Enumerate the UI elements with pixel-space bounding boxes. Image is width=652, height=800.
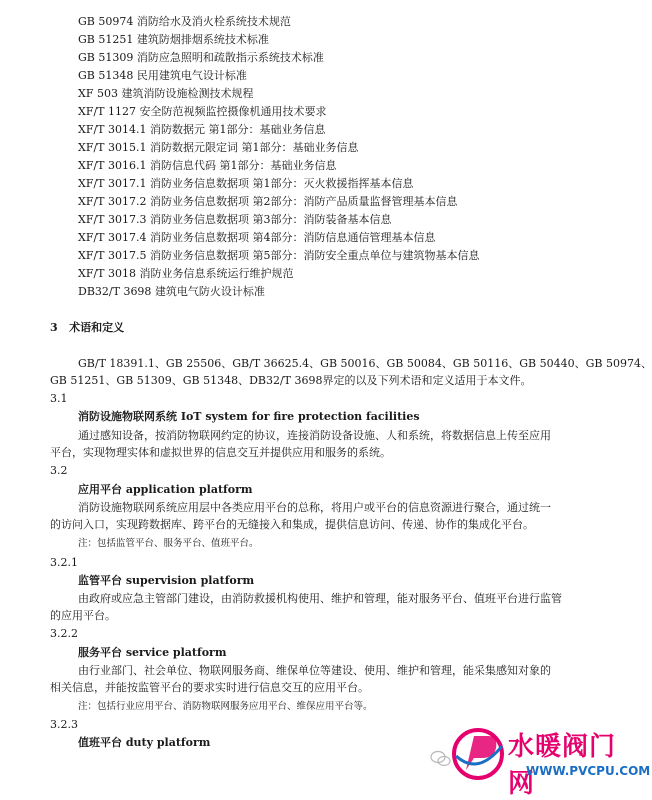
reference-item: XF/T 3017.2 消防业务信息数据项 第2部分：消防产品质量监督管理基本信息 — [78, 195, 458, 208]
reference-item: XF/T 3015.1 消防数据元限定词 第1部分：基础业务信息 — [78, 141, 359, 154]
reference-item: XF/T 3017.5 消防业务信息数据项 第5部分：消防安全重点单位与建筑物基本信息 — [78, 249, 480, 262]
watermark-title: 水暖阀门网 — [508, 732, 617, 799]
reference-item: XF/T 3017.4 消防业务信息数据项 第4部分：消防信息通信管理基本信息 — [78, 231, 436, 244]
reference-item: XF/T 3018 消防业务信息系统运行维护规范 — [78, 267, 294, 280]
term-definition: 平台，实现物理实体和虚拟世界的信息交互并提供应用和服务的系统。 — [50, 446, 391, 459]
reference-item: XF/T 3014.1 消防数据元 第1部分：基础业务信息 — [78, 123, 326, 136]
term-definition: 由行业部门、社会单位、物联网服务商、维保单位等建设、使用、维护和管理，能采集感知对象的 — [78, 664, 551, 677]
reference-item: GB 50974 消防给水及消火栓系统技术规范 — [78, 15, 291, 28]
term-number: 3.1 — [50, 392, 68, 405]
term-name: 监管平台 supervision platform — [78, 574, 255, 587]
section-intro-line: GB 51251、GB 51309、GB 51348、DB32/T 3698界定的以及下列术语和定义适用于本文件。 — [50, 374, 532, 387]
term-definition: 由政府或应急主管部门建设，由消防救援机构使用、维护和管理，能对服务平台、值班平台进行监管 — [78, 592, 562, 605]
reference-item: GB 51251 建筑防烟排烟系统技术标准 — [78, 33, 269, 46]
term-definition: 的应用平台。 — [50, 609, 116, 622]
term-number: 3.2.2 — [50, 627, 78, 640]
section-title: 术语和定义 — [69, 321, 125, 334]
term-number: 3.2.1 — [50, 556, 78, 569]
section-number: 3 — [50, 321, 58, 334]
section-heading — [50, 320, 124, 336]
term-name: 值班平台 duty platform — [78, 736, 211, 749]
pvcpu-logo-icon — [448, 726, 508, 782]
term-definition: 消防设施物联网系统应用层中各类应用平台的总称，将用户或平台的信息资源进行聚合，通过统一 — [78, 501, 551, 514]
term-definition: 的访问入口，实现跨数据库、跨平台的无缝接入和集成，提供信息访问、传递、协作的集成化平台。 — [50, 518, 534, 531]
reference-item: XF/T 1127 安全防范视频监控摄像机通用技术要求 — [78, 105, 327, 118]
reference-item: XF 503 建筑消防设施检测技术规程 — [78, 87, 254, 100]
reference-item: GB 51309 消防应急照明和疏散指示系统技术标准 — [78, 51, 324, 64]
reference-item: GB 51348 民用建筑电气设计标准 — [78, 69, 247, 82]
term-definition: 相关信息，并能按监管平台的要求实时进行信息交互的应用平台。 — [50, 681, 369, 694]
term-definition: 通过感知设备，按消防物联网约定的协议，连接消防设备设施、人和系统，将数据信息上传至应用 — [78, 429, 551, 442]
term-number: 3.2 — [50, 464, 68, 477]
term-number: 3.2.3 — [50, 718, 78, 731]
term-note: 注：包括行业应用平台、消防物联网服务应用平台、维保应用平台等。 — [78, 701, 373, 712]
term-name: 消防设施物联网系统 IoT system for fire protection facilities — [78, 410, 420, 423]
reference-item: XF/T 3017.3 消防业务信息数据项 第3部分：消防装备基本信息 — [78, 213, 392, 226]
reference-item: XF/T 3016.1 消防信息代码 第1部分：基础业务信息 — [78, 159, 337, 172]
site-watermark — [430, 720, 651, 799]
reference-item: DB32/T 3698 建筑电气防火设计标准 — [78, 285, 265, 298]
term-name: 服务平台 service platform — [78, 646, 227, 659]
reference-item: XF/T 3017.1 消防业务信息数据项 第1部分：灭火救援指挥基本信息 — [78, 177, 414, 190]
section-intro-line: GB/T 18391.1、GB 25506、GB/T 36625.4、GB 50016、GB 50084、GB 50116、GB 50440、GB 50974、 — [78, 357, 652, 370]
watermark-url: WWW.PVCPU.COM — [526, 764, 651, 778]
term-note: 注：包括监管平台、服务平台、值班平台。 — [78, 538, 259, 549]
term-name: 应用平台 application platform — [78, 483, 253, 496]
